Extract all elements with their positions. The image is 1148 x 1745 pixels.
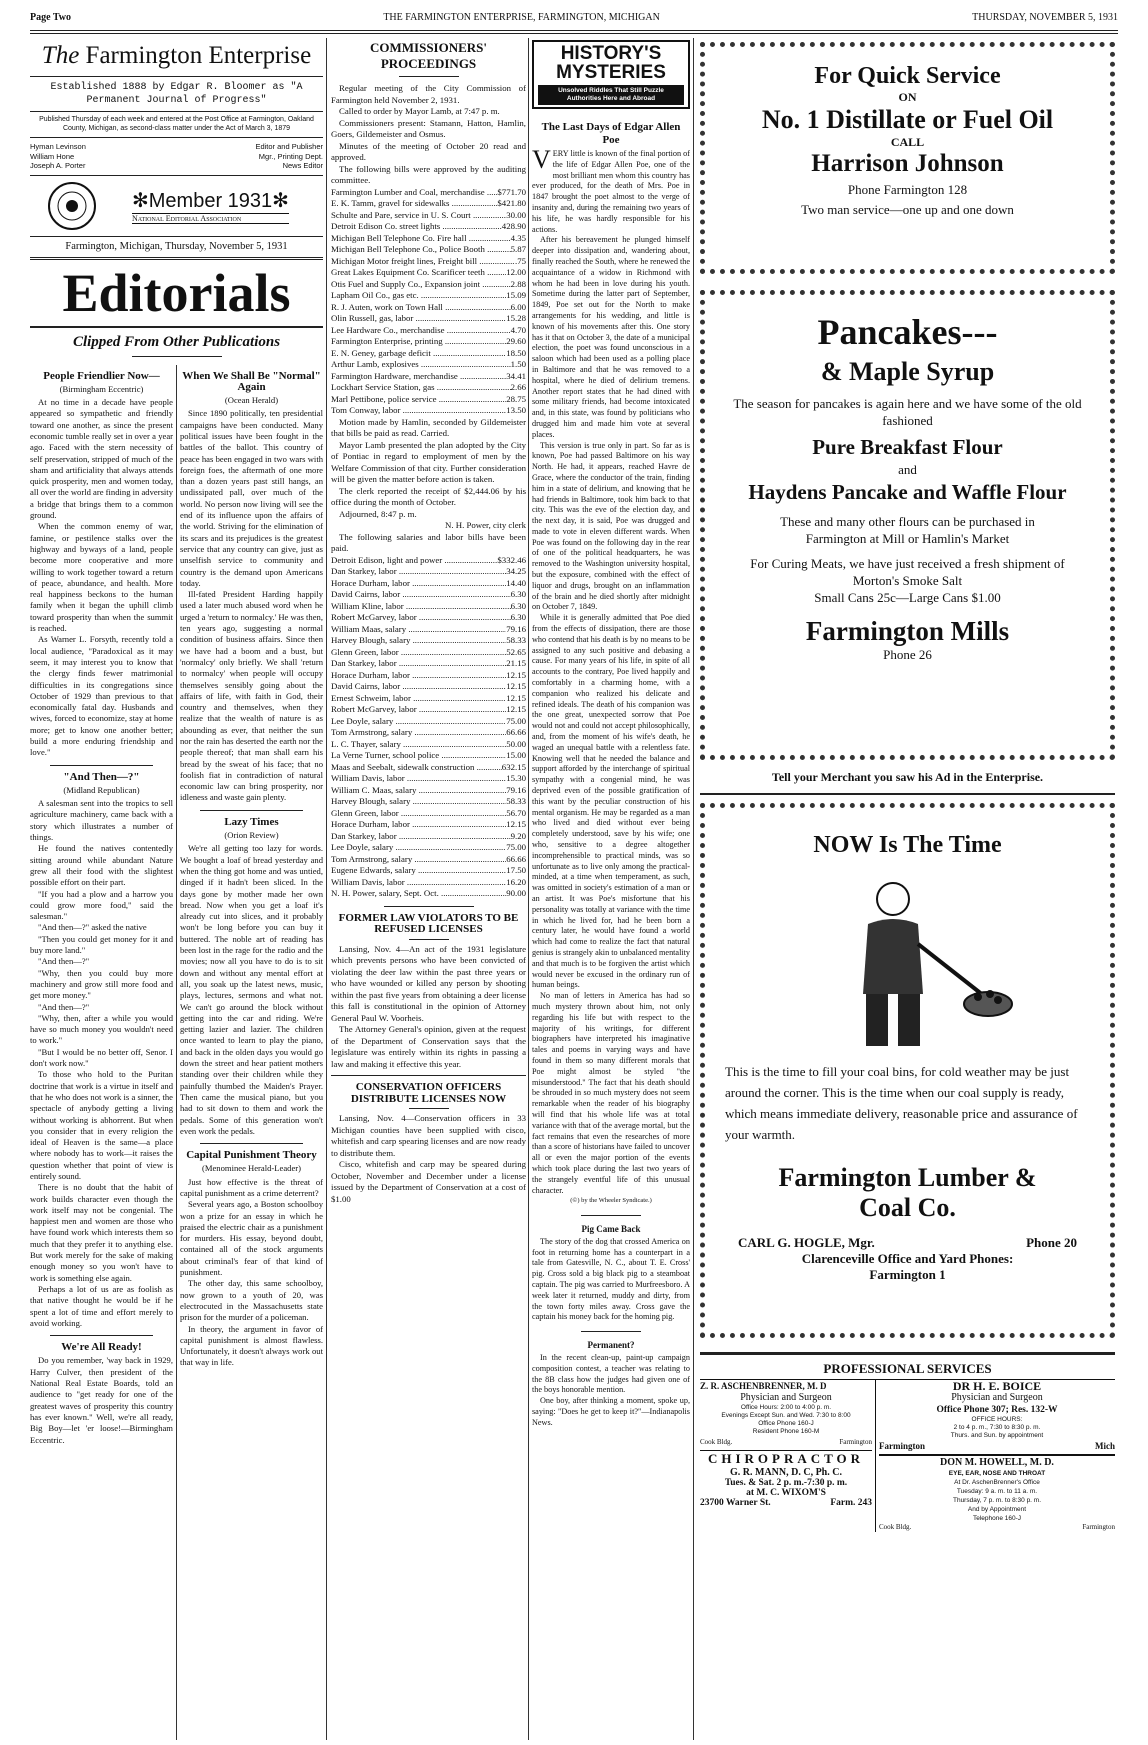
editorials-subtitle: Clipped From Other Publications	[72, 333, 281, 350]
bill-row	[331, 244, 526, 256]
staff-role: Mgr., Printing Dept.	[258, 151, 323, 161]
paragraph: "Then you could get money for it and buy more land."	[30, 933, 173, 956]
bill-payee: Glenn Green, labor .....	[331, 808, 506, 820]
paragraph: "If you had a plow and a harrow you could grow more food," said the salesman."	[30, 888, 173, 922]
paragraph: Minutes of the meeting of October 20 read and approved.	[331, 140, 526, 162]
staff-role: News Editor	[282, 161, 323, 170]
staff-row	[30, 142, 323, 152]
bill-amount: 12.00	[506, 267, 526, 277]
coal-manager: CARL G. HOGLE, Mgr.	[738, 1235, 875, 1250]
bill-amount: 4.35	[510, 232, 526, 243]
article-source: (Orion Review)	[224, 830, 279, 841]
bill-payee: Olin Russell, gas, labor .....	[331, 313, 506, 325]
bill-amount: 28.75	[506, 393, 526, 404]
history-banner: HISTORY'S MYSTERIES Unsolved Riddles That Still Puzzle Authorities Here and Abroad	[532, 40, 690, 109]
bill-amount: 66.66	[506, 727, 526, 737]
bill-amount: 15.09	[506, 290, 526, 300]
paragraph: "And then—?"	[38, 956, 90, 967]
paragraph: Motion made by Hamlin, seconded by Gildemeister that bills be paid as read. Carried.	[331, 416, 526, 438]
professional-services	[700, 1361, 1115, 1532]
press-association-seal-icon	[42, 181, 102, 231]
article-headline: When We Shall Be "Normal" Again	[182, 369, 321, 393]
bill-row	[331, 279, 526, 291]
bill-payee: Eugene Edwards, salary .....	[331, 865, 506, 877]
dateline: Farmington, Michigan, Thursday, November 5, 1931	[65, 240, 288, 252]
salaries-list	[331, 555, 526, 900]
drop-cap: V	[532, 145, 551, 174]
right-section	[700, 42, 1115, 1742]
paragraph: Commissioners present: Stamann, Hatton, Hamlin, Goers, Gildemeister and Osmus.	[331, 117, 526, 139]
paragraph: Mayor Lamb presented the plan adopted by the City of Pontiac in regard to employment of men by the Welfare Commission of that city. Further consideration will be given the matter before action is taken.	[331, 439, 526, 484]
bill-row	[331, 842, 526, 854]
paragraph: Several years ago, a Boston schoolboy won a prize for an essay in which he praised the electric chair as a punishment for murders. His essay, beyond doubt, contained all of the stock arguments about criminal's fear of that kind of punishment.	[180, 1199, 323, 1278]
paragraph: "Why, then you could buy more machinery and grow still more food and get more money."	[30, 967, 173, 1001]
staff-row	[30, 161, 323, 171]
law-violators-headline: FORMER LAW VIOLATORS TO BE REFUSED LICENSES	[338, 911, 519, 935]
paragraph: We're all getting too lazy for words. We bought a loaf of bread yesterday and when the thing got home and was untied, dinged if it hadn't been sliced. In the days gone by mother made her own bread. Now when you get a loaf it's already cut into slices, and it probably won't be long before you can buy it buttered. The noble art of reading has been lost in the rage for the radio and the movies; now all you have to do is to sit down and without any mental effort at all, you soak up the latest news, music, plays, lectures, sermons and what not. We can't go around the block without getting into the car and riding. We're getting lazier and lazier. The children once wanted to learn to play the piano, and back in the olden days you would go down the street and hear patient mothers standing over their children while they painfully thumbed the Maiden's Prayer. Then came the musical piano, but you had to sit down to them and work the pedals. Some of this generation won't even work the pedals.	[180, 843, 323, 1136]
paragraph: The clerk reported the receipt of $2,444.06 by his office during the month of October.	[331, 485, 526, 507]
bill-amount: 9.20	[510, 830, 526, 841]
bill-amount: 75.00	[506, 842, 526, 852]
paragraph: "And then—?"	[38, 1001, 90, 1012]
bill-amount: 12.15	[506, 819, 526, 829]
history-mysteries-column	[532, 40, 690, 1740]
bill-row	[331, 727, 526, 739]
bill-row	[331, 819, 526, 831]
bill-amount: 34.41	[506, 370, 526, 381]
bill-row	[331, 221, 526, 233]
bill-payee: David Cairns, labor .....	[331, 589, 511, 601]
article-headline: We're All Ready!	[61, 1341, 142, 1354]
paragraph: The other day, this same schoolboy, now grown to a youth of 20, was electrocuted in the Massachusetts state prison for the murder of a policeman.	[180, 1278, 323, 1323]
bill-amount: 2.88	[510, 278, 526, 289]
bill-row	[331, 716, 526, 728]
editorial-columns	[30, 365, 323, 1741]
page-number: Page Two	[30, 12, 72, 23]
bill-row	[331, 405, 526, 417]
bill-row	[331, 762, 526, 774]
editorial-column-2	[176, 365, 323, 1741]
syndicate-credit: (©) by the Wheeler Syndicate.)	[570, 1197, 652, 1205]
permanent-headline: Permanent?	[587, 1340, 635, 1351]
bill-amount: 13.50	[506, 405, 526, 415]
bill-amount: 6.00	[510, 301, 526, 312]
bill-amount: 50.00	[506, 738, 526, 749]
article-source: (Birmingham Eccentric)	[59, 383, 144, 394]
paragraph: "Why, then, after a while you would have so much money you wouldn't need to work."	[30, 1012, 173, 1046]
staff-row	[30, 152, 323, 162]
bill-amount: 79.16	[506, 784, 526, 795]
bill-payee: Otis Fuel and Supply Co., Expansion joint .....	[331, 279, 511, 291]
bill-payee: La Verne Turner, school police .....	[331, 750, 506, 762]
bill-amount: 428.90	[501, 221, 526, 231]
pig-headline: Pig Came Back	[581, 1224, 641, 1235]
bill-payee: Michigan Bell Telephone Co. Fire hall .....	[331, 233, 511, 245]
paragraph: Do you remember, 'way back in 1929, Harry Culver, then president of the National Real Estate Boards, told an audience to "get ready for one of the greatest waves of prosperity this country has ever known." Well, we're all ready, Big Boy—let 'er loose!—Birmingham Eccentric.	[30, 1355, 173, 1445]
paragraph: There is no doubt that the habit of work builds character even though the work itself may not be congenial. The happiest men and women are those who have found work which interests them so much that they prefer it to anything else. But work merely for the sake of making enough money so you won't have to work is something else again.	[30, 1182, 173, 1283]
bill-row	[331, 198, 526, 210]
staff-name: Joseph A. Porter	[30, 161, 86, 170]
paragraph: Lansing, Nov. 4—An act of the 1931 legislature which prevents persons who have been convicted of violating the deer law within the past three years or who have wounded or killed any person by shooting within the past five years from obtaining a deer license this fall is constitutional in the opinion of Attorney General Paul W. Voorheis.	[331, 943, 526, 1023]
bill-row	[331, 773, 526, 785]
bill-amount: 12.15	[506, 692, 526, 703]
bill-payee: David Cairns, labor .....	[331, 681, 506, 693]
bill-payee: Farmington Enterprise, printing .....	[331, 336, 506, 348]
bill-payee: Lee Doyle, salary .....	[331, 716, 506, 728]
article-divider	[200, 810, 303, 811]
paper-name: THE FARMINGTON ENTERPRISE, FARMINGTON, MICHIGAN	[383, 12, 660, 23]
commissioners-title: COMMISSIONERS' PROCEEDINGS	[369, 40, 488, 71]
masthead	[30, 38, 323, 357]
bill-payee: Horace Durham, labor .....	[331, 819, 506, 831]
page-header	[30, 12, 1118, 23]
paragraph: "But I would be no better off, Senor. I don't work now."	[30, 1046, 173, 1069]
bill-payee: L. C. Thayer, salary .....	[331, 739, 506, 751]
howell-card: DON M. HOWELL, M. D. EYE, EAR, NOSE AND THROAT At Dr. AschenBrenner's Office Tuesday: 9 a. m. to 11 a. m. Thursday, 7 p. m. to 8:30 p. m. And by Appointment Telephone 160-J Cook Bldg. Farmington	[879, 1454, 1115, 1532]
paragraph: In theory, the argument in favor of capital punishment is almost flawless. Unfortunately, it doesn't always work out that way in life.	[180, 1323, 323, 1368]
bill-amount: 6.30	[510, 589, 526, 599]
bill-payee: Farmington Hardware, merchandise .....	[331, 371, 506, 383]
bill-row	[331, 233, 526, 245]
bill-row	[331, 359, 526, 371]
paragraph: No man of letters in America has had so much mystery thrown about him, not only regarding his life but with respect to the majority of his writings, for different biographers have interpreted his imaginative tales and poems in varying ways and have found in them so many different morals that Poe might almost be styled "the misunderstood." The fact that his death should be shrouded in so much mystery does not seem remarkable when the reader of his biography will find that his whole life was at total variance with that of the average mortal, but the fact remains that even the researches of more than a score of historians have failed to uncover all or even the major portion of the events which took place during the last two years of the strangely eventful life of this unusual character.	[532, 991, 690, 1195]
paragraph: A salesman sent into the tropics to sell agriculture machinery, came back with a story which illustrates a number of things.	[30, 798, 173, 843]
bill-amount: 5.87	[510, 244, 526, 254]
bill-row	[331, 210, 526, 222]
paragraph: Lansing, Nov. 4—Conservation officers in 33 Michigan counties have been supplied with cisco, whitefish and carp spearing licenses and are now ready to distribute them.	[331, 1113, 526, 1158]
bill-payee: William Davis, labor .....	[331, 877, 506, 889]
paragraph: The following bills were approved by the auditing committee.	[331, 163, 526, 185]
bill-amount: $771.70	[497, 186, 526, 197]
bill-payee: Lapham Oil Co., gas etc. .....	[331, 290, 506, 302]
bills-list	[331, 187, 526, 417]
salaries-intro: The following salaries and labor bills have been paid.	[331, 531, 526, 553]
paragraph: This version is true only in part. So far as is known, Poe had passed Baltimore on his way North. He had, it appears, reached Havre de Grace, where the conductor of the train, finding him in a state of delirium, and knowing that he had friends in Baltimore, took him back to that city. This was the eve of the election day, and the next day, it is said, Poe was drugged and made to vote in eleven different wards. When Poe was found on the following day in the rear of one of the political headquarters, he was removed to the Washington university hospital, but the exposure, combined with the effect of liquor and drugs, brought on an inflammation of the brain and he died shortly after midnight on October 7, 1849.	[532, 440, 690, 612]
bill-payee: Detroit Edison, light and power .....	[331, 555, 497, 567]
staff-role: Editor and Publisher	[255, 142, 323, 151]
bill-row	[331, 670, 526, 682]
bill-amount: 34.25	[506, 566, 526, 576]
bill-payee: Maas and Seebalt, sidewalk construction .....	[331, 762, 502, 774]
bill-payee: Great Lakes Equipment Co. Scarificer teeth .....	[331, 267, 506, 279]
bill-payee: Robert McGarvey, labor .....	[331, 612, 511, 624]
article-headline: Lazy Times	[224, 815, 279, 828]
bill-row	[331, 831, 526, 843]
bill-amount: 15.28	[506, 313, 526, 323]
professional-services-title: PROFESSIONAL SERVICES	[823, 1361, 992, 1376]
bill-amount: 12.15	[506, 669, 526, 680]
bill-row	[331, 877, 526, 889]
coal-ad: NOW Is The Time This is the time to fill your coal bins, for cold weather may be just around the corner. This is the time when our coal supply is ready, which means immediate delivery, reasonable price and assurance of your warmth. Farmington Lumber & Coal Co. CARL G. HOGLE, Mgr. Phone 20 Clarenceville Office and Yard Phones: Farmington 1	[700, 803, 1115, 1338]
bill-payee: Lee Hardware Co., merchandise .....	[331, 325, 511, 337]
bill-row	[331, 589, 526, 601]
issue-date: THURSDAY, NOVEMBER 5, 1931	[972, 12, 1118, 23]
left-section	[30, 38, 323, 1740]
paragraph: After his bereavement he plunged himself deeper into dissipation and, wandering about, finally reached the South, where he renewed the acquaintance of a widow in Richmond with whom he had been in love during his youth. Sometime during the latter part of September, 1849, Poe set out for the North to make arrangements for his wedding, and little is known of his movements after this. One story has it that on October 3, the date of a municipal election, the poet was found unconscious in a saloon which had been used as a polling place in Baltimore and that he was removed to a hospital, where he died of delirium tremens. Another report states that he had dined with some military friends, had become intoxicated and, in this state, was found by politicians who drugged him and made him vote at several places.	[532, 235, 690, 439]
article-headline: "And Then—?"	[63, 770, 140, 783]
member-badge: ✻Member 1931✻	[132, 189, 289, 212]
bill-amount: 90.00	[506, 888, 526, 898]
paragraph: Perhaps a lot of us are as foolish as that native thought he would be if he spent a lot of time and effort merely to avoid working.	[30, 1283, 173, 1328]
paragraph: "And then—?" asked the native	[38, 922, 147, 933]
bill-payee: Dan Starkey, labor .....	[331, 831, 511, 843]
bill-row	[331, 348, 526, 360]
bill-amount: 52.65	[506, 646, 526, 657]
bill-row	[331, 647, 526, 659]
paragraph: Adjourned, 8:47 p. m.	[339, 508, 417, 519]
bill-row	[331, 325, 526, 337]
aschenbrenner-card: Z. R. ASCHENBRENNER, M. D Physician and Surgeon Office Hours: 2:00 to 4:00 p. m. Evenings Except Sun. and Wed. 7:30 to 8:00 Office Phone 160-J Resident Phone 160-M Cook Bldg. Farmington	[700, 1381, 872, 1446]
paragraph: One boy, after thinking a moment, spoke up, saying: "Does he get to keep it?"—Indianapolis News.	[532, 1396, 690, 1427]
bill-row	[331, 555, 526, 567]
bill-row	[331, 785, 526, 797]
publication-note: Published Thursday of each week and entered at the Post Office at Farmington, Oakland County, Michigan, as second-class matter under the Act of March 3, 1879	[39, 116, 314, 132]
paragraph: When the common enemy of war, famine, or pestilence stalks over the highway and byways of a land, people become more cooperative and more willing to work together toward a return of peace, abundance, and health. More real happiness beckons to the human family when it began the uphill climb toward prosperity than when the summit is reached.	[30, 521, 173, 634]
bill-payee: Robert McGarvey, labor .....	[331, 704, 506, 716]
boice-card: DR H. E. BOICE Physician and Surgeon Office Phone 307; Res. 132-W OFFICE HOURS: 2 to 4 p. m., 7:30 to 8:30 p. m. Thurs. and Sun. by appointment Farmington Mich	[879, 1379, 1115, 1451]
bill-amount: 58.33	[506, 635, 526, 645]
history-tagline: Unsolved Riddles That Still Puzzle Authorities Here and Abroad	[538, 85, 684, 105]
paragraph: At no time in a decade have people appeared so sympathetic and friendly toward one another, as since the present economic tumble really set in over a year ago. Faced with the stern necessity of self preservation, stripped of much of the sham and artificiality that always attends quick prosperity, men and women today, all over the world are finding in adversity a bridge that brings them to a common ground.	[30, 397, 173, 521]
bill-row	[331, 612, 526, 624]
bill-amount: 16.20	[506, 876, 526, 887]
bill-payee: Lee Doyle, salary .....	[331, 842, 506, 854]
bill-row	[331, 865, 526, 877]
staff-list	[30, 142, 323, 171]
bill-row	[331, 796, 526, 808]
bill-amount: 2.66	[510, 382, 526, 392]
article-divider	[50, 1335, 153, 1336]
bill-row	[331, 704, 526, 716]
coal-shoveler-illustration	[798, 869, 1018, 1049]
editorial-column-1	[30, 365, 176, 1741]
paragraph: Since 1890 politically, ten presidential campaigns have been conducted. Many political issues have been fought in the battles of the ballot. This country of peace has been engaged in two wars with foreign foes, the aftermath of one more than a dozen years past still hangs, an undissipated pall, over much of the world. No person now living will see the end of its influence upon the affairs of the world. Striving for the elimination of its scars and its prejudices is the greatest service that any country can give, just as unselfish service to community and country is the demand upon Americans today.	[180, 408, 323, 588]
bill-amount: 4.70	[510, 324, 526, 335]
bill-payee: Horace Durham, labor .....	[331, 578, 506, 590]
article-source: (Menominee Herald-Leader)	[201, 1163, 301, 1174]
paragraph: As Warner L. Forsyth, recently told a local audience, "Paradoxical as it may seem, it may interest you to know that the clergy finds fewer matrimonial difficulties in its congregations since October of 1929 than previous to that economically fatal day. Husbands and wives, forced to economize, stay at home more; get to know one another better; build a more enduring friendship and love."	[30, 634, 173, 758]
bill-amount: 75.00	[506, 715, 526, 726]
article-headline: Capital Punishment Theory	[186, 1149, 317, 1162]
bill-payee: William Kline, labor .....	[331, 601, 511, 613]
chiropractor-card: CHIROPRACTOR G. R. MANN, D. C, Ph. C. Tues. & Sat. 2 p. m.-7:30 p. m. at M. C. WIXOM'S 23700 Warner St. Farm. 243	[700, 1451, 872, 1508]
bill-amount: 58.33	[506, 796, 526, 806]
tell-merchant-notice: Tell your Merchant you saw his Ad in the Enterprise.	[771, 770, 1044, 784]
established-note: Established 1888 by Edgar R. Bloomer as "A Permanent Journal of Progress"	[50, 82, 303, 106]
bill-payee: Farmington Lumber and Coal, merchandise .....	[331, 187, 497, 199]
editorials-banner: Editorials	[62, 262, 291, 323]
bill-row	[331, 371, 526, 383]
bill-amount: 12.15	[506, 704, 526, 714]
bill-payee: Schulte and Pare, service in U. S. Court .....	[331, 210, 506, 222]
bill-row	[331, 336, 526, 348]
paragraph: To those who hold to the Puritan doctrine that work is a virtue in itself and that he who does not work is a sinner, the spectacle of anybody getting a living without working is abhorrent. But when you consider that in every religion the ideal of Heaven is the same—a place where nobody has to work—it raises the question whether that point of view is entirely sound.	[30, 1069, 173, 1181]
bill-payee: Horace Durham, labor .....	[331, 670, 506, 682]
bill-payee: N. H. Power, salary, Sept. Oct. .....	[331, 888, 506, 900]
bill-payee: Michigan Bell Telephone Co., Police Booth .....	[331, 244, 511, 256]
bill-amount: 15.00	[506, 750, 526, 760]
paragraph: The story of the dog that crossed America on foot in returning home has a counterpart in a tale from Gatesville, N. C., about T. E. Cross' pig. Cross sold a big black pig to a steamboat captain. The pig was carried to Murfreesboro. A week later it returned, muddy and dirty, from the town forty miles away. Cross gave the captain his money back for the homing pig.	[532, 1236, 690, 1322]
bill-amount: 79.16	[506, 623, 526, 634]
bill-row	[331, 290, 526, 302]
bill-payee: R. J. Auten, work on Town Hall .....	[331, 302, 511, 314]
bill-payee: Harvey Blough, salary .....	[331, 635, 506, 647]
fuel-oil-ad: For Quick Service ON No. 1 Distillate or Fuel Oil CALL Harrison Johnson Phone Farmington 128 Two man service—one up and one down	[700, 42, 1115, 274]
bill-row	[331, 854, 526, 866]
bill-amount: 1.50	[510, 359, 526, 369]
bill-row	[331, 566, 526, 578]
bill-payee: Ernest Schweim, labor .....	[331, 693, 506, 705]
bill-row	[331, 601, 526, 613]
paragraph: Ill-fated President Harding happily used a later much abused word when he urged a 'return to normalcy.' He was then, ten years ago, suggesting a normal condition of business affairs. Since then we have had a boom and a bust, but 'normalcy' only briefly. We shall 'return to normalcy' when people will occupy themselves sensibly going about the affairs of life, with faith in God, their country and themselves, when they realize that the wealth of nature is as abounding as ever, that neither the sun nor the rain has deserted the earth nor the people thereof; that man shall earn his bread by the sweat of his face; that no foolish fiat in contradiction of natural economic law can bring prosperity, nor idleness and waste gain plenty.	[180, 589, 323, 803]
bill-amount: 56.70	[506, 807, 526, 818]
bill-amount: 30.00	[506, 209, 526, 220]
bill-amount: 15.30	[506, 773, 526, 783]
masthead-title: The Farmington Enterprise	[41, 42, 312, 69]
bill-amount: 18.50	[506, 347, 526, 358]
bill-row	[331, 739, 526, 751]
bill-payee: E. K. Tamm, gravel for sidewalks .....	[331, 198, 497, 210]
bill-row	[331, 808, 526, 820]
poe-headline: The Last Days of Edgar Allen Poe	[541, 121, 681, 146]
bill-payee: Dan Starkey, labor .....	[331, 658, 506, 670]
coal-phone: Phone 20	[1026, 1235, 1077, 1250]
article-source: (Ocean Herald)	[224, 395, 279, 406]
paragraph: Cisco, whitefish and carp may be speared during October, November and December under a license issued by the Department of Conservation at a cost of $1.00	[331, 1159, 526, 1204]
bill-amount: 66.66	[506, 853, 526, 864]
bill-payee: Harvey Blough, salary .....	[331, 796, 506, 808]
bill-amount: 632.15	[501, 761, 526, 772]
commissioners-proceedings	[331, 40, 526, 1740]
bill-amount: 6.30	[510, 600, 526, 611]
article-divider	[200, 1143, 303, 1144]
bill-amount: $332.46	[497, 554, 526, 565]
bill-payee: William C. Maas, salary .....	[331, 785, 506, 797]
bill-payee: Lockhart Service Station, gas .....	[331, 382, 511, 394]
bill-payee: Marl Pettibone, police service .....	[331, 394, 506, 406]
paragraph: While it is generally admitted that Poe died from the effects of dissipation, there are those who contend that his death is by no means to be assigned to any such positive and debasing a cause. For many years of his life, in spite of all accounts to the contrary, Poe lived happily and comfortably in a charming home, with a companion who realized his delicate and refined ideals. The death of his companion was the one great, unexpected sorrow that Poe would not and could not accept philosophically, and, from the moment of his wife's death, he waged an unequal battle with a relentless fate. Knowing well that he needed the balance and support afforded by the interchange of spiritual sympathy with a congenial mind, he was deprived even of the possible gratification of this want by the peculiar construction of his mental organism. He may be regarded as a man who lived and died without ever being completely understood, save by his wife; one who, sensitive to a degree altogether incomprehensible to practical minds, was so unfortunate as to live only among the practical-minded, at a time when temperament, as such, was omitted in society's estimation of a man or an artist. It was Poe's misfortune that his personality was totally at variance with the time in which he lived for, had he been born a century later, he would have found a world which had come to realize the fact that natural genius is strangely akin to unbalanced mentality and that much is to be forgiven the artist which would never be excused in the ordinary run of human beings.	[532, 613, 690, 990]
bill-row	[331, 624, 526, 636]
bill-amount: 14.40	[506, 577, 526, 588]
paragraph: Just how effective is the threat of capital punishment as a crime deterrent?	[180, 1176, 323, 1198]
bill-row	[331, 681, 526, 693]
bill-row	[331, 302, 526, 314]
bill-payee: Detroit Edison Co. street lights .....	[331, 221, 502, 233]
bill-payee: E. N. Geney, garbage deficit .....	[331, 348, 506, 360]
bill-row	[331, 313, 526, 325]
conservation-headline: CONSERVATION OFFICERS DISTRIBUTE LICENSES NOW	[350, 1081, 507, 1105]
staff-name: William Hone	[30, 151, 75, 161]
paragraph: In the recent clean-up, paint-up campaign composition contest, a teacher was relating to the 8B class how the judges had given one of the boys honorable mention.	[532, 1353, 690, 1395]
paragraph: He found the natives contentedly sitting around while abundant Nature grew all their food with the slightest possible effort on their part.	[30, 843, 173, 888]
bill-payee: Dan Starkey, labor .....	[331, 566, 506, 578]
bill-payee: William Maas, salary .....	[331, 624, 506, 636]
bill-row	[331, 658, 526, 670]
bill-amount: 17.50	[506, 865, 526, 875]
bill-row	[331, 394, 526, 406]
bill-amount: 21.15	[506, 658, 526, 668]
bill-payee: Tom Conway, labor .....	[331, 405, 506, 417]
article-source: (Midland Republican)	[63, 784, 140, 795]
bill-payee: Glenn Green, labor .....	[331, 647, 506, 659]
staff-name: Hyman Levinson	[30, 142, 86, 151]
bill-payee: Tom Armstrong, salary .....	[331, 854, 506, 866]
bill-row	[331, 750, 526, 762]
paragraph: The Attorney General's opinion, given at the request of the Department of Conservation says that the legislature was entirely within its rights in passing a law and making it effective this year.	[331, 1024, 526, 1069]
bill-row	[331, 578, 526, 590]
bill-row	[331, 635, 526, 647]
bill-row	[331, 267, 526, 279]
bill-payee: Tom Armstrong, salary .....	[331, 727, 506, 739]
header-rule	[30, 30, 1118, 34]
bill-amount: 12.15	[506, 681, 526, 691]
paragraph: ERY little is known of the final portion of the life of Edgar Allen Poe, one of the most brilliant men whom this country has ever produced, for the death of Mrs. Poe in 1847 brought the poet almost to the verge of insanity and, during the remaining two years of his life, he was hardly responsible for his actions.	[532, 149, 690, 234]
farmington-mills-ad: Pancakes--- & Maple Syrup The season for pancakes is again here and we have some of the old fashioned Pure Breakfast Flour and Haydens Pancake and Waffle Flour These and many other flours can be purchased in Farmington at Mill or Hamlin's Market For Curing Meats, we have just received a fresh shipment of Morton's Smoke Salt Small Cans 25c—Large Cans $1.00 Farmington Mills Phone 26	[700, 290, 1115, 760]
bill-row	[331, 693, 526, 705]
bill-amount: 6.30	[510, 612, 526, 622]
bill-amount: .75	[515, 255, 526, 266]
bill-row	[331, 256, 526, 268]
bill-payee: Arthur Lamb, explosives .....	[331, 359, 511, 371]
bill-amount: $421.80	[497, 198, 526, 208]
bill-row	[331, 187, 526, 199]
clerk-signature: N. H. Power, city clerk	[445, 520, 526, 530]
bill-row	[331, 888, 526, 900]
bill-amount: 29.60	[506, 336, 526, 346]
bill-row	[331, 382, 526, 394]
article-headline: People Friendlier Now—	[43, 369, 160, 382]
bill-payee: William Davis, labor .....	[331, 773, 506, 785]
association-name: National Editorial Association	[132, 213, 289, 224]
association-logos	[30, 180, 323, 232]
paragraph: Regular meeting of the City Commission of Farmington held November 2, 1931.	[331, 83, 526, 105]
article-divider	[50, 765, 153, 766]
bill-payee: Michigan Motor freight lines, Freight bill .....	[331, 256, 515, 268]
paragraph: Called to order by Mayor Lamb, at 7:47 p. m.	[339, 106, 500, 116]
